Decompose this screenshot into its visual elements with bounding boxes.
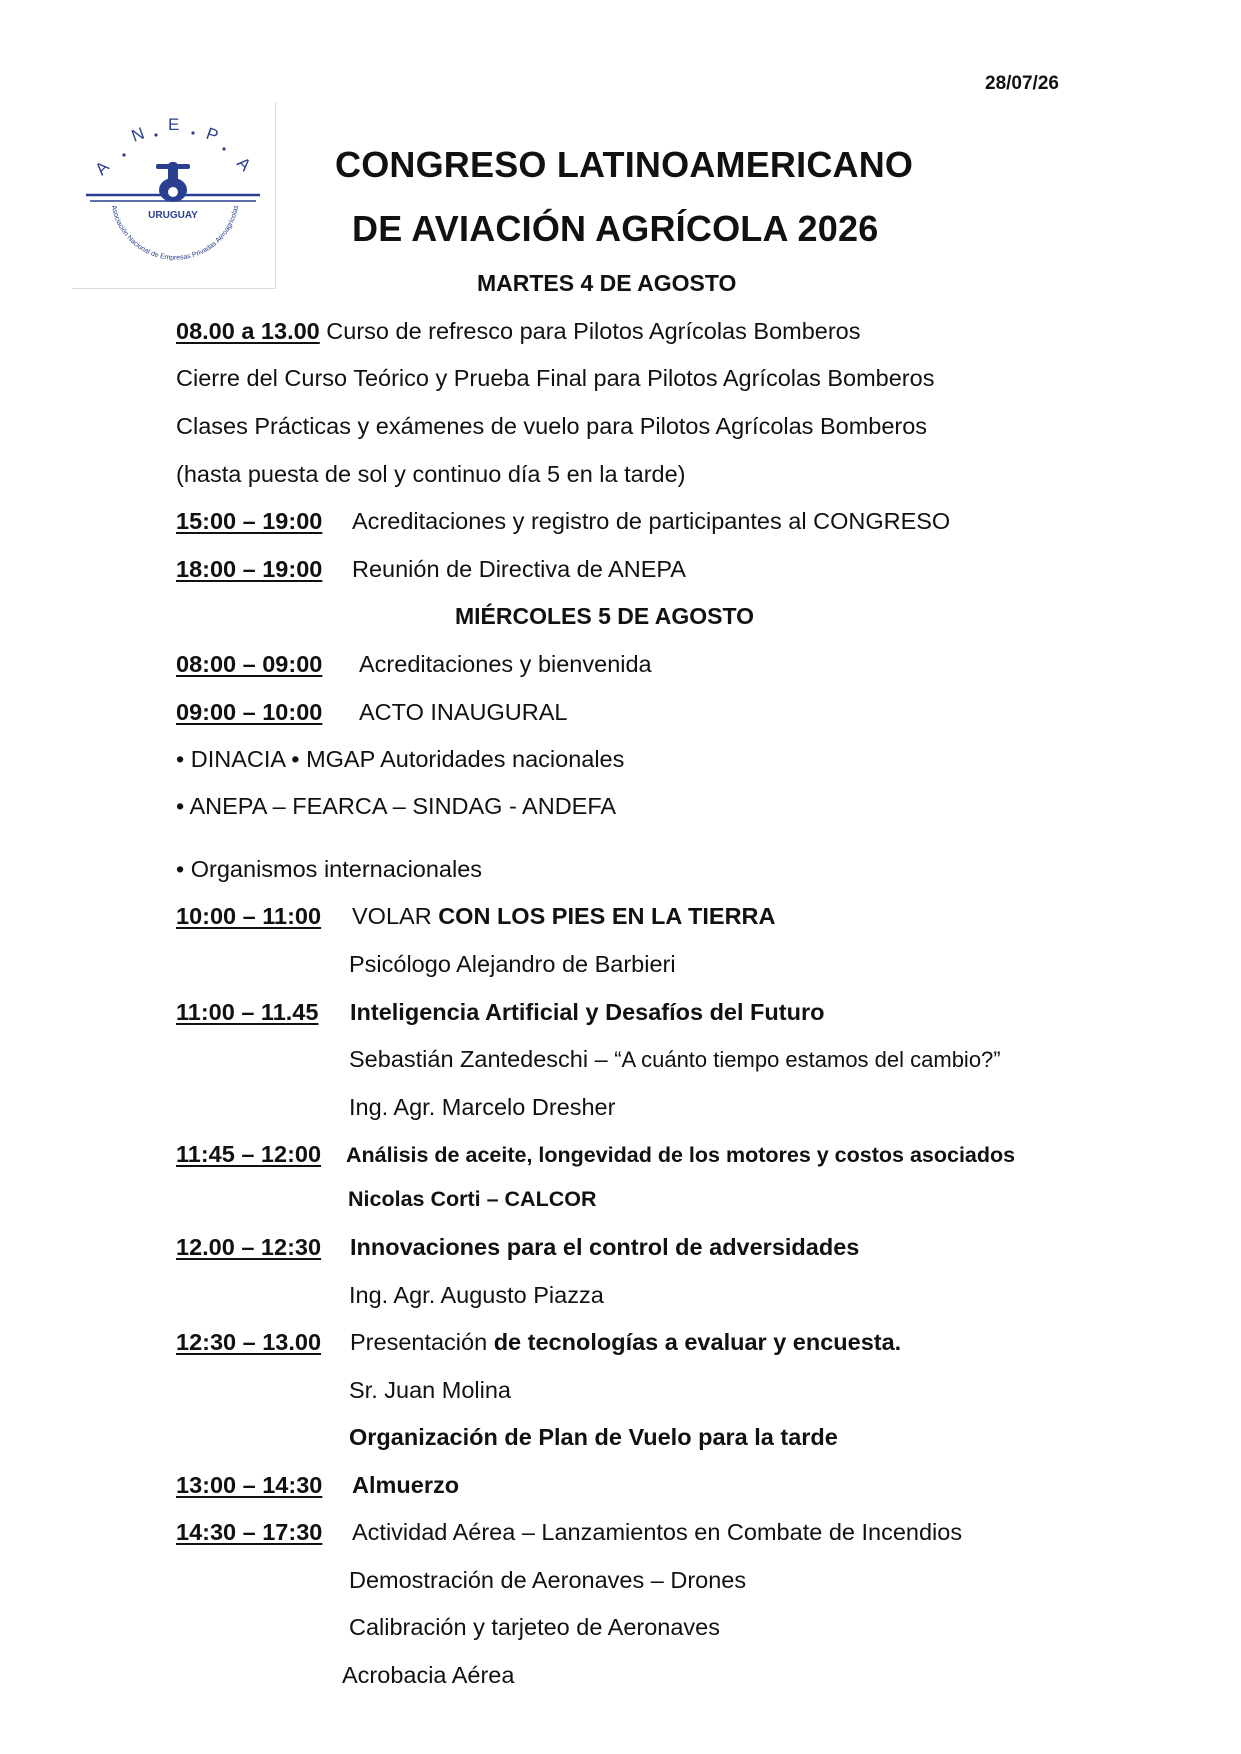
time-slot: 12.00 – 12:30	[176, 1234, 322, 1260]
event-text: Acreditaciones y bienvenida	[359, 651, 652, 677]
svg-text:E: E	[168, 115, 180, 134]
event-note: Organización de Plan de Vuelo para la tarde	[349, 1424, 838, 1450]
event-text: Reunión de Directiva de ANEPA	[352, 556, 686, 582]
document-date: 28/07/26	[985, 73, 1059, 94]
schedule-row	[176, 556, 322, 583]
svg-text:N: N	[128, 123, 147, 146]
activity-item: Acrobacia Aérea	[342, 1662, 515, 1688]
speaker-name: Sebastián Zantedeschi –	[349, 1046, 615, 1072]
title-line-1: CONGRESO LATINOAMERICANO	[335, 144, 914, 185]
event-text: ACTO INAUGURAL	[359, 699, 568, 725]
event-text: Almuerzo	[352, 1472, 460, 1498]
bullet-item: • ANEPA – FEARCA – SINDAG - ANDEFA	[176, 793, 617, 819]
speaker: Psicólogo Alejandro de Barbieri	[349, 951, 676, 977]
airplane-logo-icon	[72, 102, 275, 288]
schedule-row	[176, 1329, 321, 1356]
bullet-item: • DINACIA • MGAP Autoridades nacionales	[176, 746, 625, 772]
event-text: Análisis de aceite, longevidad de los motores y costos asociados	[346, 1143, 1016, 1167]
svg-text:A: A	[91, 157, 113, 179]
svg-text:A: A	[233, 153, 255, 175]
time-slot: 18:00 – 19:00	[176, 556, 323, 582]
talk-title: “A cuánto tiempo estamos del cambio?”	[614, 1047, 1001, 1072]
event-text: Acreditaciones y registro de participantes al CONGRESO	[352, 508, 951, 534]
schedule-row: Clases Prácticas y exámenes de vuelo para Pilotos Agrícolas Bomberos	[176, 413, 928, 439]
speaker	[349, 1046, 1001, 1073]
speaker: Nicolas Corti – CALCOR	[348, 1187, 597, 1211]
time-slot: 08.00 a 13.00	[176, 318, 320, 344]
schedule-row	[176, 1519, 322, 1546]
schedule-row	[176, 1234, 321, 1261]
time-slot: 08:00 – 09:00	[176, 651, 323, 677]
time-slot: 15:00 – 19:00	[176, 508, 323, 534]
speaker: Ing. Agr. Marcelo Dresher	[349, 1094, 616, 1120]
title-line-2: DE AVIACIÓN AGRÍCOLA 2026	[352, 208, 879, 249]
time-slot: 14:30 – 17:30	[176, 1519, 323, 1545]
time-slot: 10:00 – 11:00	[176, 903, 322, 929]
speaker: Ing. Agr. Augusto Piazza	[349, 1282, 604, 1308]
event-text: Curso de refresco para Pilotos Agrícolas Bomberos	[319, 318, 861, 344]
day-heading-tuesday: MARTES 4 DE AGOSTO	[477, 270, 737, 296]
event-text: Actividad Aérea – Lanzamientos en Combate de Incendios	[352, 1519, 963, 1545]
schedule-row	[176, 318, 861, 345]
bullet-item: • Organismos internacionales	[176, 856, 483, 882]
time-slot: 09:00 – 10:00	[176, 699, 323, 725]
day-heading-wednesday: MIÉRCOLES 5 DE AGOSTO	[455, 603, 755, 629]
time-slot: 11:00 – 11.45	[176, 999, 319, 1025]
event-text: Inteligencia Artificial y Desafíos del Futuro	[350, 999, 825, 1025]
schedule-row	[176, 1472, 322, 1499]
schedule-row	[176, 699, 322, 726]
schedule-row	[176, 651, 322, 678]
svg-text:Asociación Nacional de Empresa: Asociación Nacional de Empresas Privadas Aeroagrícolas	[109, 204, 241, 262]
event-text	[350, 1329, 901, 1356]
speaker: Sr. Juan Molina	[349, 1377, 511, 1403]
schedule-row: (hasta puesta de sol y continuo día 5 en la tarde)	[176, 461, 686, 487]
schedule-row: Cierre del Curso Teórico y Prueba Final para Pilotos Agrícolas Bomberos	[176, 365, 935, 391]
event-text-bold: CON LOS PIES EN LA TIERRA	[438, 903, 776, 929]
activity-item: Demostración de Aeronaves – Drones	[349, 1567, 747, 1593]
time-slot: 12:30 – 13.00	[176, 1329, 322, 1355]
time-slot: 13:00 – 14:30	[176, 1472, 323, 1498]
svg-text:URUGUAY: URUGUAY	[148, 210, 198, 221]
event-text-bold: de tecnologías a evaluar y encuesta.	[493, 1329, 902, 1355]
event-text-part: Presentación	[350, 1329, 494, 1355]
svg-text:P: P	[203, 123, 221, 146]
schedule-row	[176, 508, 322, 535]
event-text-part: VOLAR	[352, 903, 439, 929]
time-slot: 11:45 – 12:00	[176, 1141, 322, 1167]
schedule-row	[176, 1141, 321, 1168]
event-text	[352, 903, 776, 930]
activity-item: Calibración y tarjeteo de Aeronaves	[349, 1614, 720, 1640]
schedule-row	[176, 999, 318, 1026]
schedule-row	[176, 903, 321, 930]
anepa-logo	[72, 102, 276, 289]
event-text: Innovaciones para el control de adversidades	[350, 1234, 860, 1260]
